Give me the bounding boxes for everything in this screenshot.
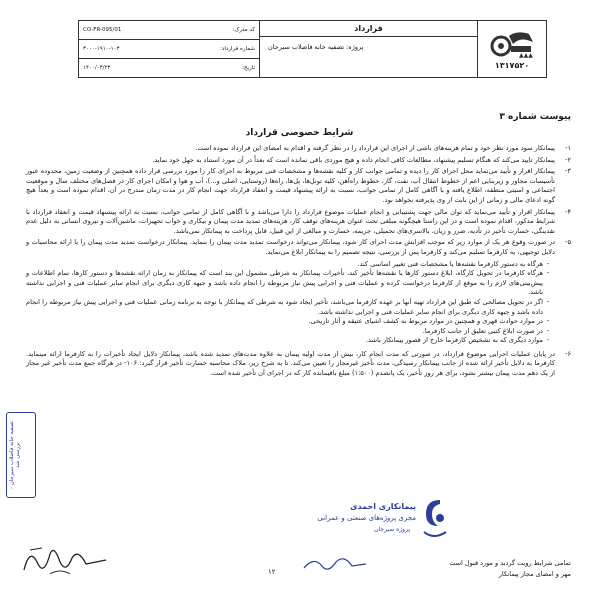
stamp-line-1: پیمانکاری احمدی <box>350 502 416 511</box>
list-item: - در صورت ابلاغ کتبی تعلیق از جانب کارفرما. <box>26 327 549 337</box>
document-header <box>78 20 547 78</box>
company-stamp-logo-icon <box>418 496 450 540</box>
contract-body <box>26 144 571 381</box>
document-title: قرارداد <box>260 21 477 37</box>
clause-3 <box>26 167 571 205</box>
meta-row-doc-code <box>79 21 259 40</box>
meta-label: کد مدرک: <box>232 27 255 33</box>
review-stamp <box>6 412 36 498</box>
footer-acceptance: تمامی شرایط رویت گردید و مورد قبول است <box>449 559 571 567</box>
company-stamp <box>290 496 450 558</box>
clause-4 <box>26 208 571 237</box>
clause-5-items <box>26 260 571 346</box>
clause-number: ۳- <box>565 167 571 176</box>
meta-value: ۱۴۰۰/۰۳/۲۳ <box>83 65 111 71</box>
list-item: - در موارد حوادث قهری و همچنین در موارد مربوط به کشف اشیای عتیقه و آثار تاریخی. <box>26 317 549 327</box>
meta-label: شماره قرارداد: <box>220 46 255 52</box>
clause-number: ۴- <box>565 207 571 216</box>
meta-value: CO-FR-095/01 <box>83 27 122 33</box>
tire-gear-logo-icon <box>489 28 535 58</box>
clause-1 <box>26 144 571 154</box>
company-logo-area <box>478 21 546 77</box>
clause-number: ۵- <box>565 238 571 247</box>
appendix-title: پیوست شماره ۳ <box>499 112 571 122</box>
stamp-line-2: مجری پروژه‌های صنعتی و عمرانی <box>317 514 416 522</box>
client-signature <box>20 540 110 580</box>
clause-number: ۱- <box>565 144 571 152</box>
document-meta-table <box>79 21 260 77</box>
list-item: - اگر در تحویل مصالحی که طبق این قرارداد تهیه آنها بر عهده کارفرما می‌باشد، تأخیر ایجاد شود به شرطی که پیمانکار با توجه به برنامه زمانی عملیات فنی و اجرایی پیش نیاز مربوطه را انجام داده باشد و جبهه کاری دیگری برای انجام سایر عملیات فنی و اجرایی نداشته باشد. <box>26 298 549 317</box>
section-title: شرایط خصوصی قرارداد <box>245 128 354 138</box>
meta-row-date <box>79 59 259 77</box>
list-item: - موارد دیگری که به تشخیص کارفرما خارج از قصور پیمانکار باشد. <box>26 336 549 346</box>
clause-6 <box>26 350 571 379</box>
meta-row-contract-no <box>79 40 259 59</box>
clause-number: ۲- <box>565 155 571 164</box>
review-stamp-text: تصفیه خانه فاضلاب سیرجان - بررسی شد <box>9 420 21 490</box>
clause-text: پیمانکار سود مورد نظر خود و تمام هزینه‌های ناشی از اجرای این قرارداد را در نظر گرفته و اقدام به امضای این قرارداد نموده است. <box>195 144 555 152</box>
meta-value: ۳۰۰۰-۱۹۱۰-۱۰۳ <box>83 46 120 52</box>
registration-number: ۱۳۱۷۵۲۰ <box>494 61 530 70</box>
footer-signature-label: مهر و امضای مجاز پیمانکار <box>498 570 571 578</box>
clause-text: پیمانکار اقرار و تأیید می‌نماید که توان مالی جهت پشتیبانی و انجام عملیات موضوع قرارداد را دارا می‌باشد و با آگاهی کامل از تمامی جوانب، نسبت به ارائه پیشنهاد قیمت و انعقاد قرارداد با شرایط مذکور، اقدام نموده است و در این راستا هیچگونه مبلغی تحت عنوان هزینه‌های توقف کار، هزینه‌های تمدید مدت پیمان و بیکاری و خواب تجهیزات، ماشین‌آلات و نیروی انسانی به دلیل عدم نقدینگی، خسارت تأخیر در تأدیه، ضرر و زیان، بالاسری‌های تحمیلی، جریمه، خسارت و مبالغی از این قبیل، قابل پرداخت به پیمانکار نمی‌باشد. <box>26 207 555 235</box>
clause-number: ۶- <box>565 349 571 358</box>
project-label: پروژه: تصفیه خانه فاضلاب سیرجان <box>268 43 364 51</box>
clause-text: پیمانکار تایید می‌کند که هنگام تسلیم پیشنهاد، مطالعات کافی انجام داده و هیچ موردی باقی نمانده است که بعداً در آن مورد استناد به جهل خود نماید. <box>152 155 555 164</box>
list-item: - هرگاه کارفرما در تحویل کارگاه، ابلاغ دستور کارها یا نقشه‌ها تأخیر کند، تأخیرات پیمانکار به شرطی مشمول این بند است که پیمانکار به زمان ارائه نقشه‌ها و دستور کارها، تمام اطلاعات و پیش‌بینی‌های لازم را به موقع از کارفرما درخواست کرده و عملیات فنی و اجرایی پیش نیاز مربوطه را انجام داده باشد و جبهه کاری دیگری برای انجام سایر عملیات فنی و اجرایی نداشته باشد. <box>26 269 549 298</box>
footer-note <box>251 558 571 580</box>
meta-label: تاریخ: <box>242 65 255 71</box>
clause-2 <box>26 156 571 166</box>
stamp-line-3: پروژه سیرجان <box>374 526 410 533</box>
page-number: ۱۲ <box>268 568 276 576</box>
clause-text: پیمانکار اقرار و تأیید می‌نماید محل اجرای کار را دیده و تمامی جوانب کار و کلیه نقشه‌ها و مشخصات فنی مربوط به اجرای کار را مورد بررسی قرار داده همچنین از وضعیت زمین، محدوده عبور تأسیسات مجاور و زیربنایی اعم از خطوط انتقال آب، نفت، گاز، خطوط راه‌آهن، کلیه تونل‌ها، پل‌ها، راه‌ها (روستایی، اصلی و...)، آب و هوا و امکان اجرای کار در فصل‌های مختلف سال و موقعیت اجتماعی و امنیتی منطقه، اطلاع یافته و با آگاهی کامل از تمامی جوانب، نسبت به ارائه پیشنهاد قیمت و انعقاد قرارداد جهت انجام کار در مدت زمان مندرج در آن، اقدام نموده است و بعداً هیچ گونه ادعای مالی و زمانی از این بابت از وی پذیرفته نخواهد بود. <box>26 167 555 204</box>
clause-text: در صورت وقوع هر یک از موارد زیر که موجب افزایش مدت اجرای کار شود، پیمانکار می‌تواند درخواست تمدید مدت پیمان را بنماید. پیمانکار درخواست تمدید مدت پیمان را با ارائه محاسبات و دلایل توجیهی، به کارفرما تسلیم می‌کند و کارفرما پس از بررسی، نتیجه تصمیم را به پیمانکار ابلاغ می‌نماید. <box>26 238 555 256</box>
list-item: - هرگاه به دستور کارفرما نقشه‌ها یا مشخصات فنی تغییر اساسی کند. <box>26 260 549 270</box>
clause-text: در پایان عملیات اجرایی موضوع قرارداد، در صورتی که مدت انجام کار، بیش از مدت اولیه پیمان به علاوه مدت‌های تمدید شده باشد، پیمانکار دلایل ایجاد تأخیرات را به کارفرما ارائه مینماید. کارفرما به دلایل تأخیر ارائه شده از جانب پیمانکار رسیدگی، مدت تأخیر غیرمجاز را تعیین می‌کند. تا به شرح زیر، ملاک محاسبه خسارت تأخیر قرار گیرد: ۱۰۶- در هرگاه جمع مدت تأخیر غیر مجاز از یک دهم مدت پیمان بیشتر نشود، برای هر روز تأخیر، یک پانصدم (۱:۵۰۰) مبلغ باقیمانده کار که در اجرای آن تأخیر شده است. <box>26 349 556 378</box>
header-title-area <box>260 21 478 77</box>
svg-text:▲▲▲: ▲▲▲ <box>519 52 533 58</box>
clause-5 <box>26 238 571 257</box>
